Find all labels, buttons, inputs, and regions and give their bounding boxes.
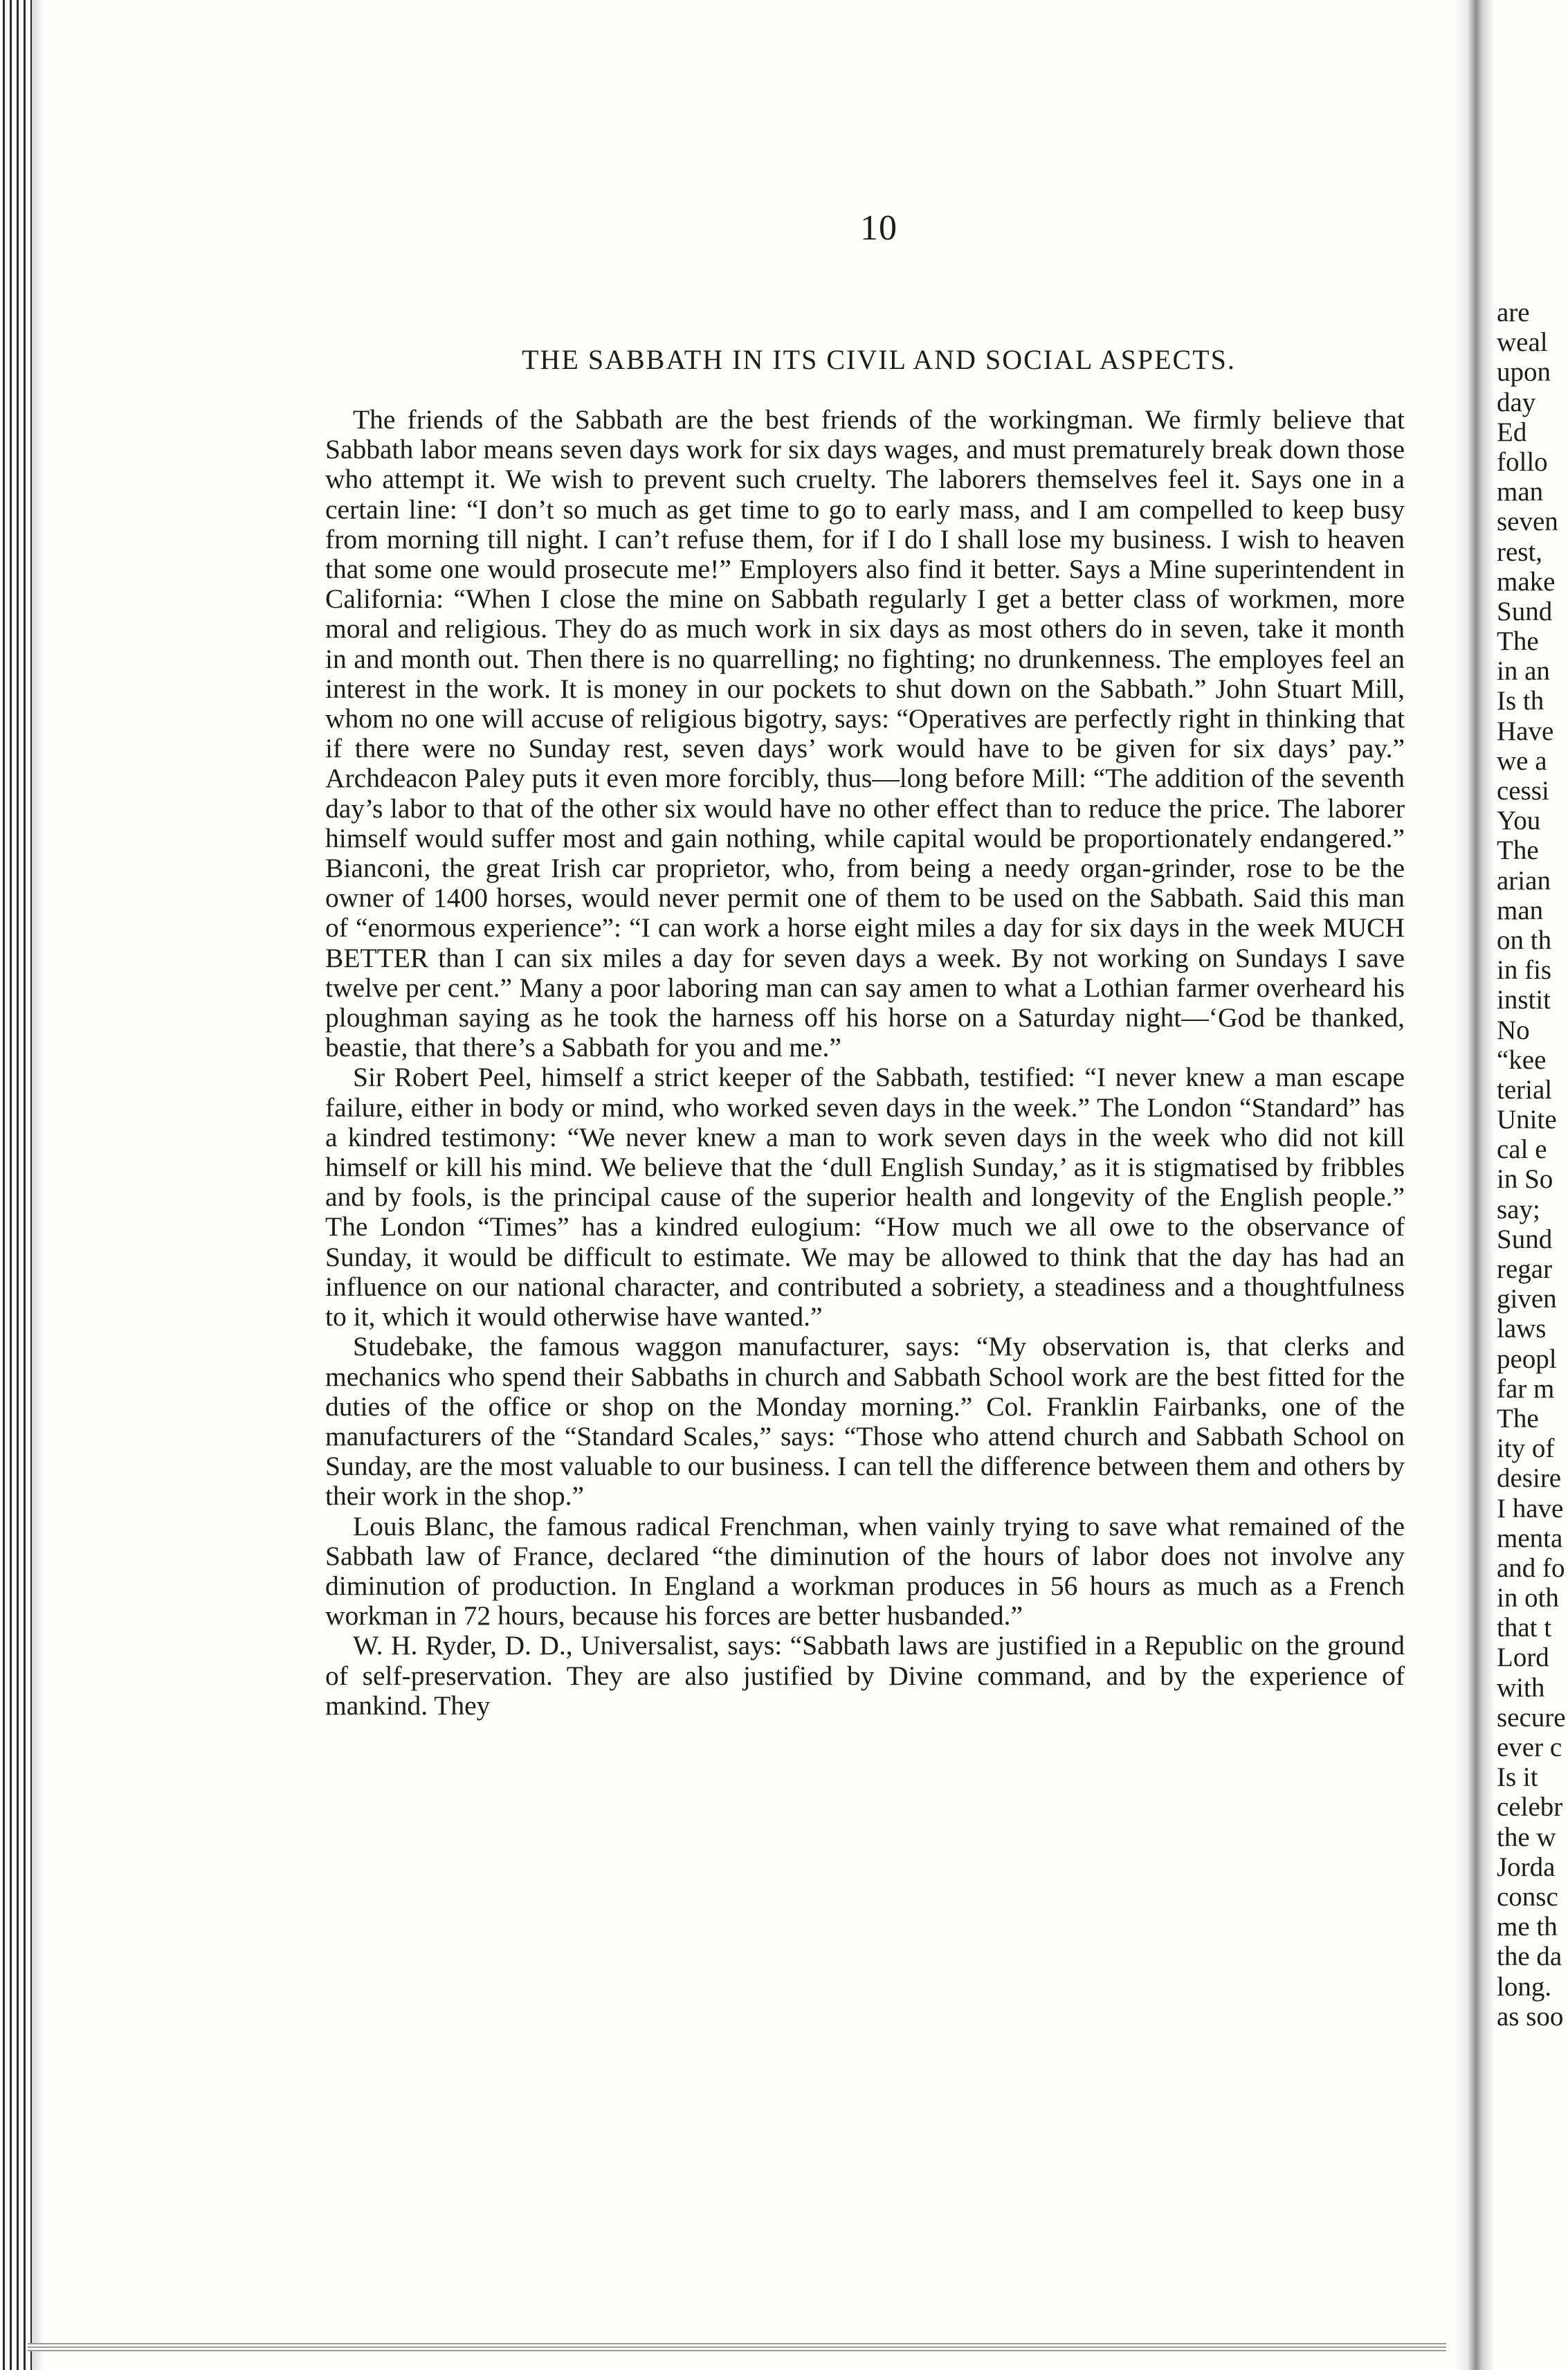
right-page-line: consc xyxy=(1497,1881,1558,1912)
right-page-line: celebr xyxy=(1497,1792,1563,1822)
right-page-line: regar xyxy=(1497,1254,1553,1284)
right-page-line: day xyxy=(1497,387,1536,417)
right-page-line: cessi xyxy=(1497,776,1549,806)
right-page-body-cropped xyxy=(1497,298,1568,2346)
right-page-line: Lord xyxy=(1497,1643,1549,1673)
right-page-line: Sund xyxy=(1497,1224,1553,1254)
right-page-line: peopl xyxy=(1497,1344,1557,1374)
right-page-line: Is it xyxy=(1497,1762,1538,1793)
paragraph: The friends of the Sabbath are the best friends of the workingman. We firmly believe that Sabbath labor means seven days work for six days wages, and must prematurely break down those who attempt it. We wish to prevent such cruelty. The laborers themselves feel it. Says one in a certain line: “I don’t so much as get time to go to early mass, and I am compelled to keep busy from morning till night. I can’t refuse them, for if I do I shall lose my business. I wish to heaven that some one would prosecute me!” Employers also find it better. Says a Mine superintendent in California: “When I close the mine on Sabbath regularly I get a better class of workmen, more moral and religious. They do as much work in six days as most others do in seven, take it month in and month out. Then there is no quarrelling; no fighting; no drunkenness. The employes feel an interest in the work. It is money in our pockets to shut down on the Sabbath.” John Stuart Mill, whom no one will accuse of religious bigotry, says: “Operatives are perfectly right in thinking that if there were no Sunday rest, seven days’ work would have to be given for six days’ pay.” Archdeacon Paley puts it even more forcibly, thus—long before Mill: “The addition of the seventh day’s labor to that of the other six would have no other effect than to reduce the price. The laborer himself would suffer most and gain nothing, while capital would be proportionately endangered.” Bianconi, the great Irish car proprietor, who, from being a needy organ-grinder, rose to be the owner of 1400 horses, would never permit one of them to be used on the Sabbath. Said this man of “enormous experience”: “I can work a horse eight miles a day for six days in the week MUCH BETTER than I can six miles a day for seven days a week. By not working on Sundays I save twelve per cent.” Many a poor laboring man can say amen to what a Lothian farmer overheard his ploughman saying as he took the harness off his horse on a Saturday night—‘God be thanked, beastie, that there’s a Sabbath for you and me.” xyxy=(325,404,1405,1063)
right-page-line: with xyxy=(1497,1672,1545,1703)
book-edge-left xyxy=(0,0,32,2370)
right-page-line: laws xyxy=(1497,1314,1547,1344)
right-page-line: The xyxy=(1497,626,1539,657)
right-page-line: on th xyxy=(1497,925,1552,955)
right-page-line: cal e xyxy=(1497,1134,1547,1165)
right-page-line: Ed xyxy=(1497,417,1527,447)
right-page-line: follo xyxy=(1497,446,1548,477)
right-page-line: long. xyxy=(1497,1971,1552,2002)
right-page-line: Have xyxy=(1497,716,1554,746)
right-page-line: The xyxy=(1497,1403,1539,1433)
right-page-line: make xyxy=(1497,566,1556,597)
right-page-line: Jorda xyxy=(1497,1852,1556,1882)
right-page-line: Sund xyxy=(1497,596,1553,626)
right-page-line: that t xyxy=(1497,1613,1552,1643)
right-page-line: in So xyxy=(1497,1164,1553,1195)
right-page-line: man xyxy=(1497,895,1544,925)
right-page-line: You xyxy=(1497,806,1541,836)
right-page-line: in fis xyxy=(1497,955,1552,986)
right-page-line: upon xyxy=(1497,357,1551,388)
right-page-line: far m xyxy=(1497,1373,1555,1404)
paragraph: Studebake, the famous waggon manufacturer, says: “My observation is, that clerks and mechanics who spend their Sabbaths in church and Sabbath School work are the best fitted for the duties of the office or shop on the Monday morning.” Col. Franklin Fairbanks, one of the manufacturers of the “Standard Scales,” says: “Those who attend church and Sabbath School on Sunday, are the most valuable to our business. I can tell the difference between them and others by their work in the shop.” xyxy=(325,1331,1405,1512)
right-page-line: “kee xyxy=(1497,1044,1547,1075)
right-page-line: me th xyxy=(1497,1912,1558,1942)
left-page-body xyxy=(325,405,1405,2274)
right-page-line: rest, xyxy=(1497,536,1543,567)
right-page-line: Is th xyxy=(1497,686,1544,716)
paragraph: W. H. Ryder, D. D., Universalist, says: “Sabbath laws are justified in a Republic on the ground of self-preservation. They are also justified by Divine command, and by the experience of mankind. They xyxy=(325,1630,1405,1721)
right-page-line: given xyxy=(1497,1284,1557,1314)
right-page-line: weal xyxy=(1497,327,1548,358)
right-page-line: menta xyxy=(1497,1523,1563,1553)
right-page-line: No xyxy=(1497,1015,1530,1045)
right-page-line: seven xyxy=(1497,507,1558,537)
right-page-line: we a xyxy=(1497,745,1547,776)
right-page-line: as soo xyxy=(1497,2001,1564,2032)
paragraph: Louis Blanc, the famous radical Frenchman, when vainly trying to save what remained of the Sabbath law of France, declared “the diminution of the hours of labor does not involve any diminution of production. In England a workman produces in 56 hours as much as a French workman in 72 hours, because his forces are better husbanded.” xyxy=(325,1510,1405,1631)
right-page-line: Unite xyxy=(1497,1105,1557,1135)
right-page-line: ever c xyxy=(1497,1733,1562,1762)
right-page-line: say; xyxy=(1497,1194,1540,1224)
right-page-line: I have xyxy=(1497,1493,1564,1523)
right-page-line: man xyxy=(1497,477,1544,507)
right-page-line: in an xyxy=(1497,656,1550,687)
right-page-line: ity of xyxy=(1497,1433,1555,1464)
right-page-line: The xyxy=(1497,835,1539,866)
paragraph: Sir Robert Peel, himself a strict keeper of the Sabbath, testified: “I never knew a man escape failure, either in body or mind, who worked seven days in the week.” The London “Standard” has a kindred testimony: “We never knew a man to work seven days in the week who did not kill himself or kill his mind. We believe that the ‘dull English Sunday,’ as it is stigmatised by fribbles and by fools, is the principal cause of the superior health and longevity of the English people.” The London “Times” has a kindred eulogium: “How much we all owe to the observance of Sunday, it would be difficult to estimate. We may be allowed to think that the day has had an influence on our national character, and contributed a sobriety, a steadiness and a thoughtfulness to it, which it would otherwise have wanted.” xyxy=(325,1062,1405,1332)
book-edge-shadow xyxy=(32,0,44,2370)
right-page-line: desire xyxy=(1497,1463,1562,1494)
right-page-line: the w xyxy=(1497,1822,1556,1852)
right-page-line: and fo xyxy=(1497,1553,1565,1583)
right-page-line: the da xyxy=(1497,1942,1562,1972)
book-gutter xyxy=(1453,0,1495,2370)
right-page-line: are xyxy=(1497,298,1530,327)
right-page-line: terial xyxy=(1497,1074,1553,1105)
right-page-line: instit xyxy=(1497,985,1551,1015)
page-number: 10 xyxy=(860,208,897,248)
right-page-line: arian xyxy=(1497,865,1551,896)
right-page-line: in oth xyxy=(1497,1583,1559,1613)
book-edge-bottom xyxy=(28,2343,1446,2351)
section-heading: THE SABBATH IN ITS CIVIL AND SOCIAL ASPECTS. xyxy=(522,344,1236,375)
right-page-line: secure xyxy=(1497,1702,1566,1733)
